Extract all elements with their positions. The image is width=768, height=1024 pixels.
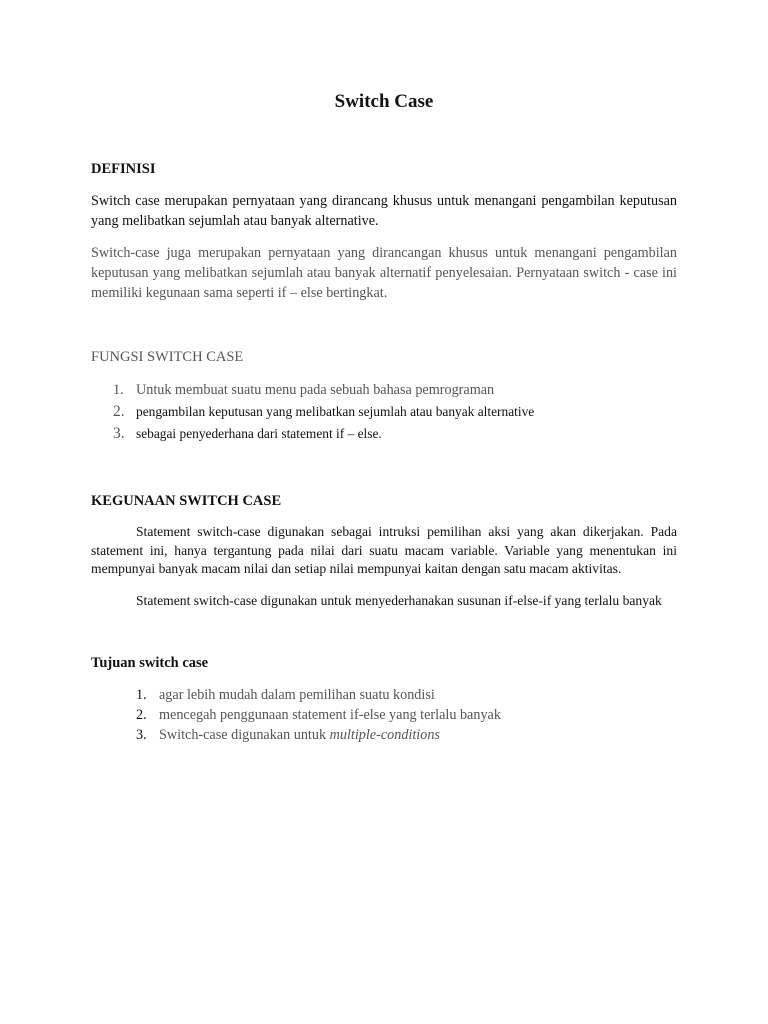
list-item-text: Untuk membuat suatu menu pada sebuah bahasa pemrograman xyxy=(136,382,495,398)
list-item-number: 3. xyxy=(136,727,147,743)
list-item xyxy=(113,401,534,423)
list-item-number: 3. xyxy=(113,425,125,442)
list-item-number: 1. xyxy=(136,687,147,703)
list-item xyxy=(113,379,534,401)
fungsi-list xyxy=(113,379,534,445)
list-item xyxy=(136,705,501,725)
section-heading-fungsi: FUNGSI SWITCH CASE xyxy=(91,349,244,365)
tujuan-list xyxy=(136,685,501,745)
list-item-text: agar lebih mudah dalam pemilihan suatu kondisi xyxy=(159,687,435,703)
list-item-number: 1. xyxy=(113,382,124,398)
list-item-text: sebagai penyederhana dari statement if – else. xyxy=(136,426,382,441)
section-heading-tujuan: Tujuan switch case xyxy=(91,655,209,671)
page-title: Switch Case xyxy=(334,91,434,112)
section-heading-kegunaan: KEGUNAAN SWITCH CASE xyxy=(91,493,282,509)
kegunaan-paragraph-2: Statement switch-case digunakan untuk menyederhanakan susunan if-else-if yang terlalu banyak xyxy=(136,593,662,608)
definisi-paragraph-2: Switch-case juga merupakan pernyataan yang dirancangan khusus untuk menangani pengambilan keputusan yang melibatkan sejumlah atau banyak alternatif penyelesaian. Pernyataan switch - case ini memiliki kegunaan sama seperti if – else bertingkat. xyxy=(91,245,677,301)
list-item xyxy=(136,725,501,745)
definisi-paragraph-1: Switch case merupakan pernyataan yang dirancang khusus untuk menangani pengambilan keputusan yang melibatkan sejumlah atau banyak alternative. xyxy=(91,193,677,229)
list-item-number: 2. xyxy=(113,403,125,420)
list-item xyxy=(113,423,534,445)
section-heading-definisi: DEFINISI xyxy=(91,161,156,177)
list-item-text: Switch-case digunakan untuk xyxy=(159,727,330,743)
list-item-number: 2. xyxy=(136,707,147,723)
kegunaan-paragraph-1: Statement switch-case digunakan sebagai intruksi pemilihan aksi yang akan dikerjakan. Pada statement ini, hanya tergantung pada nilai dari suatu macam variable. Variable yang menentukan ini mempunyai banyak macam nilai dan setiap nilai mempunyai kaitan dengan satu macam aktivitas. xyxy=(91,524,677,576)
list-item-text: mencegah penggunaan statement if-else yang terlalu banyak xyxy=(159,707,501,723)
list-item xyxy=(136,685,501,705)
list-item-italic-text: multiple-conditions xyxy=(329,727,440,743)
list-item-text: pengambilan keputusan yang melibatkan sejumlah atau banyak alternative xyxy=(136,404,535,419)
